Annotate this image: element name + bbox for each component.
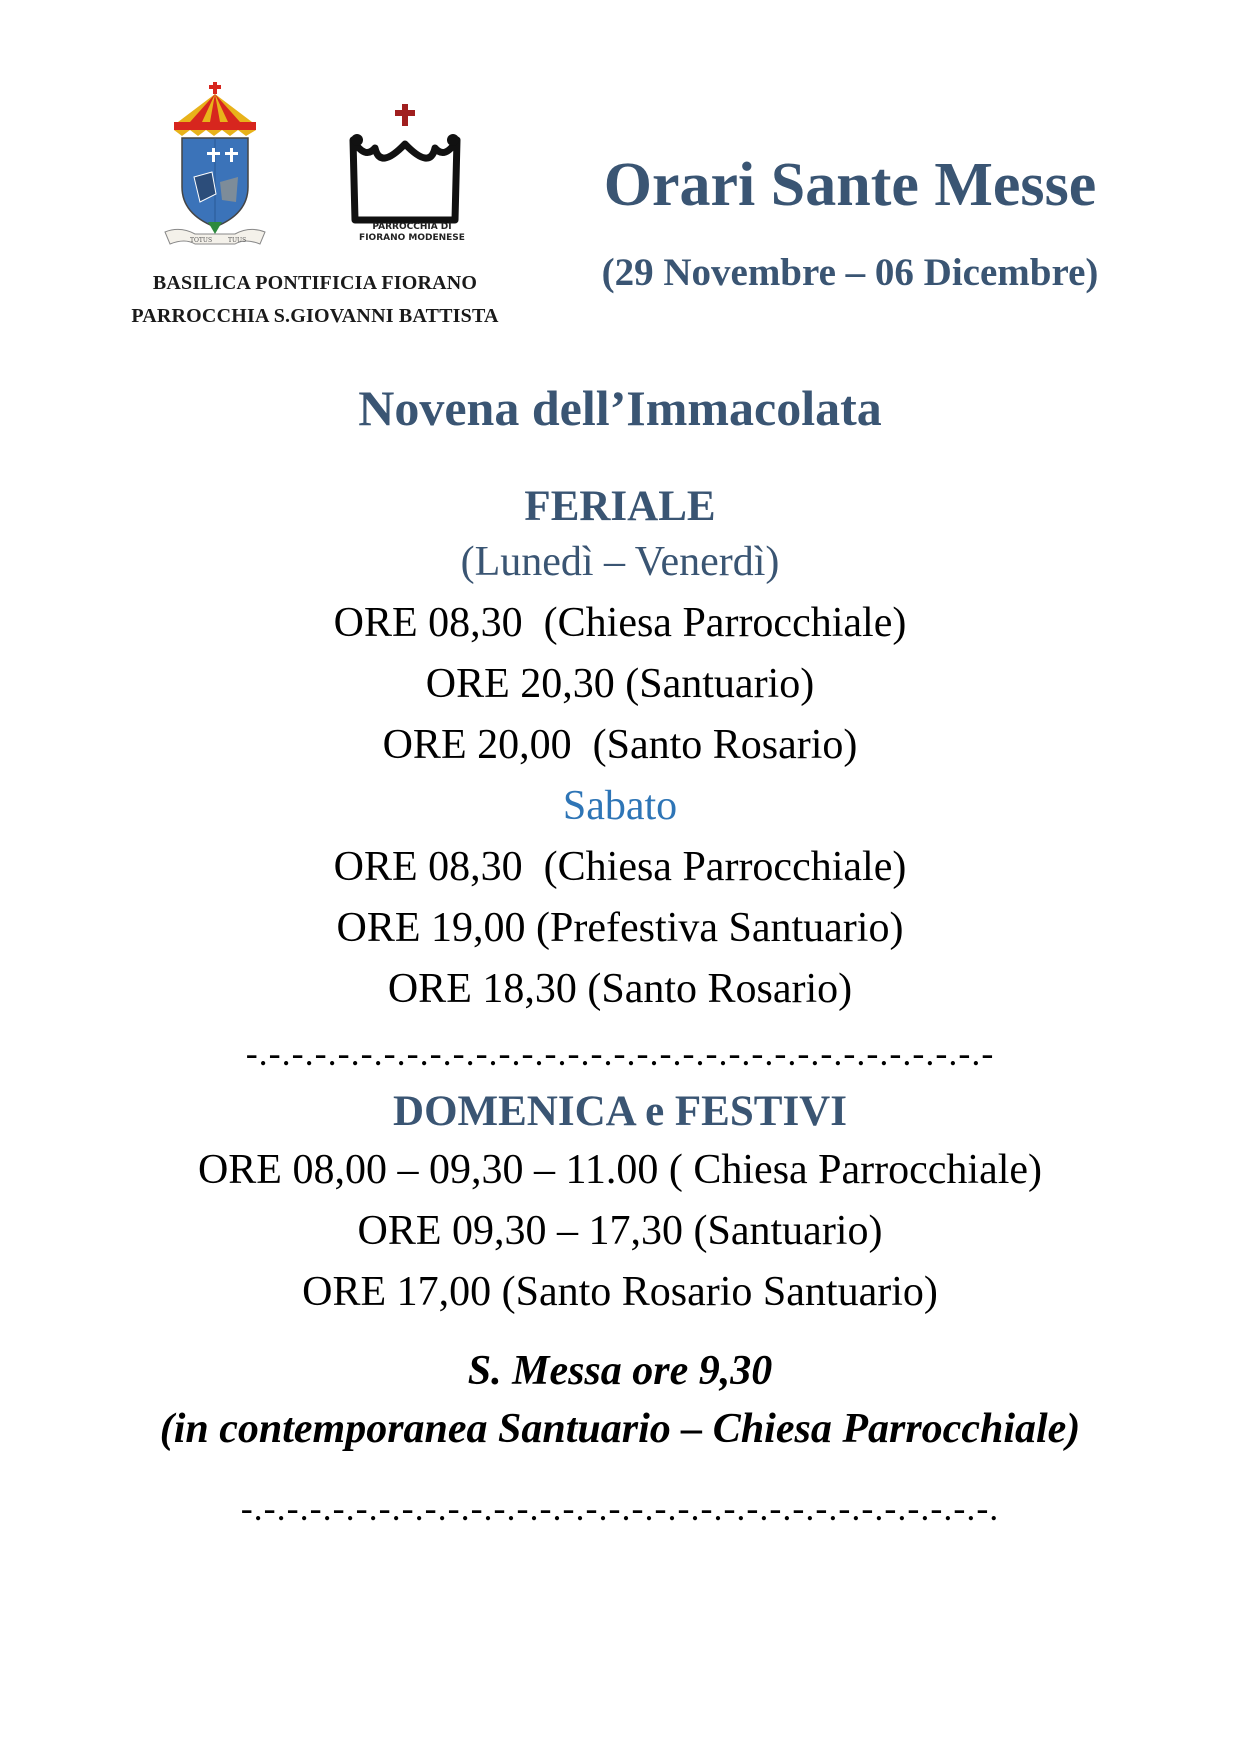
header-logos [110, 82, 520, 342]
schedule-line: ORE 20,30 (Santuario) [425, 661, 815, 707]
note-line: S. Messa ore 9,30 [467, 1348, 773, 1394]
schedule-line: ORE 09,30 – 17,30 (Santuario) [357, 1208, 883, 1254]
basilica-crest-icon [160, 82, 270, 252]
sabato-heading: Sabato [562, 783, 678, 829]
page-title: Orari Sante Messe [603, 151, 1097, 219]
note-line: (in contemporanea Santuario – Chiesa Parrocchiale) [159, 1406, 1081, 1452]
crest-motto-right: TUUS [228, 237, 247, 244]
schedule-line: ORE 08,00 – 09,30 – 11.00 ( Chiesa Parrocchiale) [197, 1147, 1043, 1193]
schedule-line: ORE 20,00 (Santo Rosario) [382, 722, 858, 768]
schedule-line: ORE 17,00 (Santo Rosario Santuario) [302, 1269, 938, 1315]
feriale-days: (Lunedì – Venerdì) [460, 539, 780, 585]
crown-caption-line: FIORANO MODENESE [359, 233, 465, 243]
schedule-line: ORE 08,30 (Chiesa Parrocchiale) [333, 844, 907, 890]
crown-caption [332, 222, 492, 244]
date-range: (29 Novembre – 06 Dicembre) [601, 251, 1099, 294]
schedule-line: ORE 08,30 (Chiesa Parrocchiale) [333, 600, 907, 646]
schedule-line: ORE 19,00 (Prefestiva Santuario) [336, 905, 904, 951]
crest-motto-left: TOTUS [190, 237, 213, 244]
separator: -.-.-.-.-.-.-.-.-.-.-.-.-.-.-.-.-.-.-.-.-.-.-.-.-.-.-.-.-.-.-.-.- [245, 1033, 995, 1073]
feriale-heading: FERIALE [524, 483, 716, 530]
domenica-heading: DOMENICA e FESTIVI [393, 1088, 847, 1135]
crown-caption-line: PARROCCHIA DI [372, 222, 452, 232]
parish-name: PARROCCHIA S.GIOVANNI BATTISTA [131, 305, 499, 327]
basilica-name: BASILICA PONTIFICIA FIORANO [152, 272, 478, 294]
separator: -.-.-.-.-.-.-.-.-.-.-.-.-.-.-.-.-.-.-.-.-.-.-.-.-.-.-.-.-.-.-.-.-. [240, 1488, 1000, 1528]
schedule-line: ORE 18,30 (Santo Rosario) [387, 966, 853, 1012]
novena-heading: Novena dell’Immacolata [358, 380, 882, 436]
